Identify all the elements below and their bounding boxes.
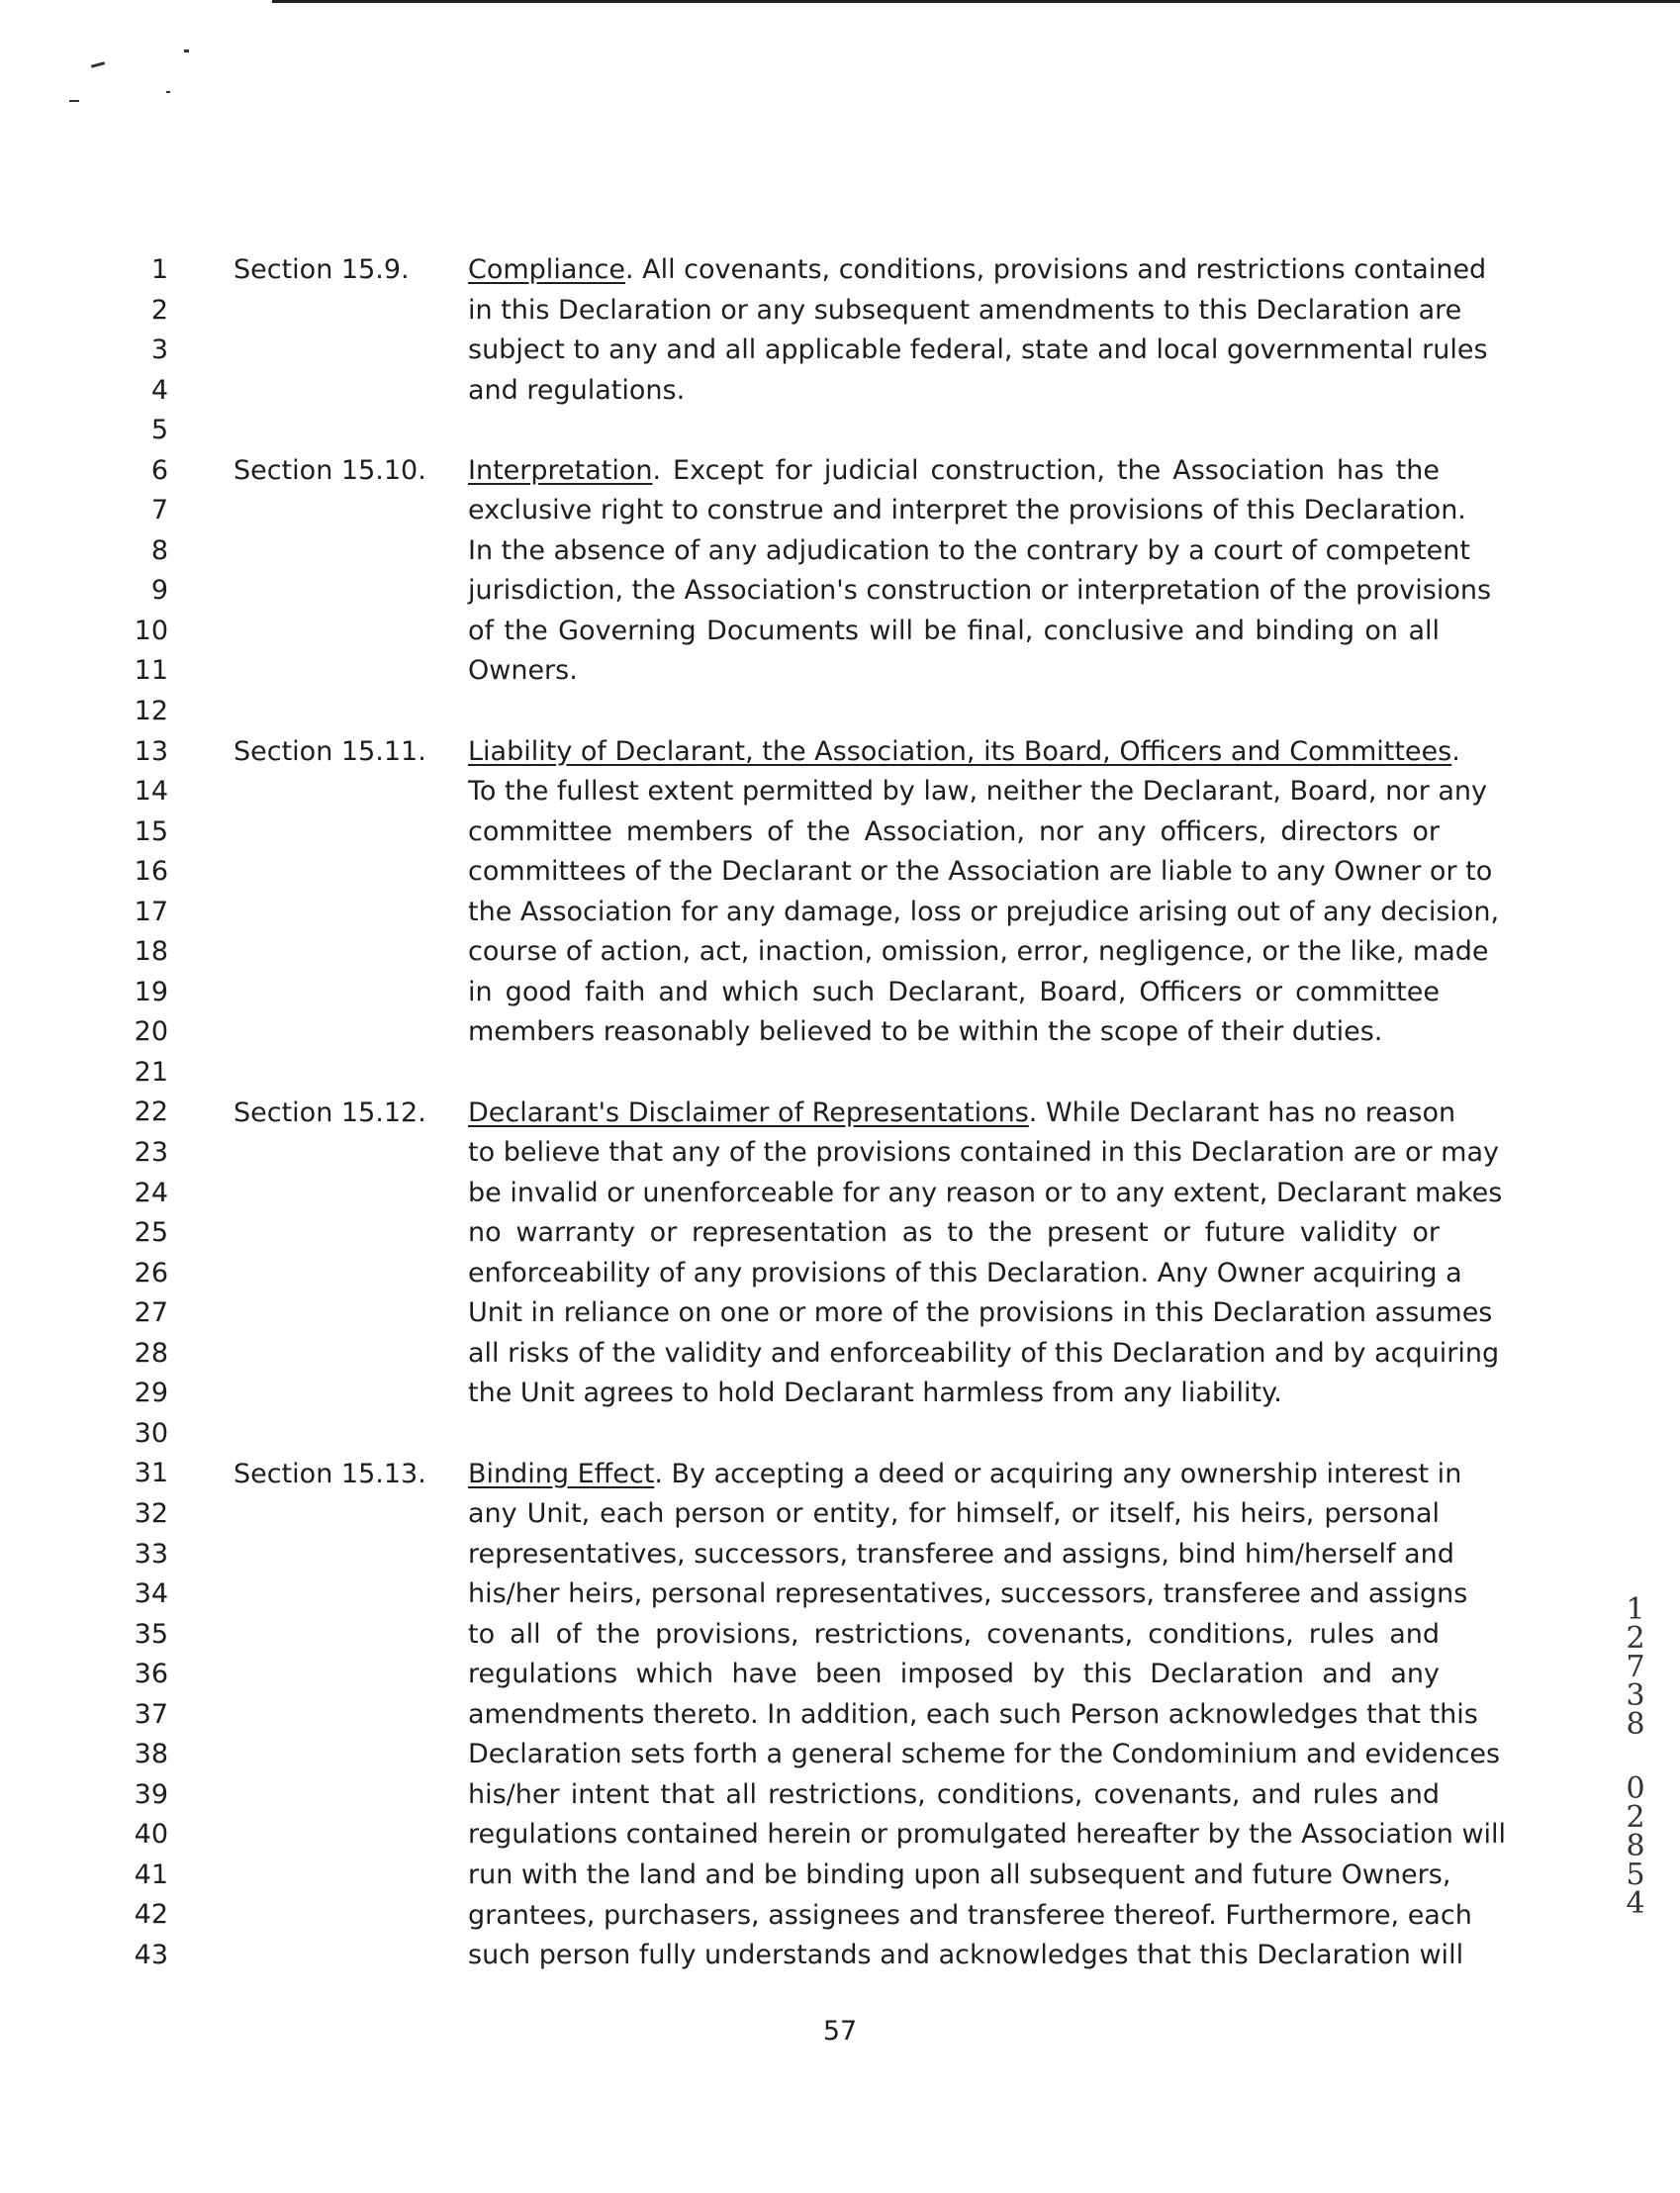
line-number: 42 xyxy=(134,1899,168,1931)
line-number: 31 xyxy=(134,1458,168,1489)
top-rule xyxy=(272,0,1680,3)
line-number: 4 xyxy=(150,374,168,406)
section-heading: Binding Effect xyxy=(468,1458,655,1489)
text-line: such person fully understands and acknowledges that this Declaration will xyxy=(468,1940,1464,1971)
text-line: Declaration sets forth a general scheme for the Condominium and evidences xyxy=(468,1739,1501,1770)
section-heading: Interpretation xyxy=(468,454,653,486)
section-heading: Liability of Declarant, the Association, its Board, Officers and Committees xyxy=(468,735,1452,767)
line-number: 3 xyxy=(150,334,168,366)
line-number: 8 xyxy=(150,534,168,566)
line-number: 16 xyxy=(134,856,168,888)
stamp-digit: 1 xyxy=(1626,1592,1645,1627)
line-number: 1 xyxy=(150,254,168,285)
line-number: 11 xyxy=(134,655,168,687)
line-number: 34 xyxy=(134,1578,168,1610)
line-number: 23 xyxy=(134,1137,168,1169)
section-number: Section 15.11. xyxy=(233,735,426,767)
line-number: 29 xyxy=(134,1378,168,1409)
line-number: 26 xyxy=(134,1257,168,1288)
text-line: members reasonably believed to be within the scope of their duties. xyxy=(468,1016,1383,1048)
section-heading: Declarant's Disclaimer of Representations xyxy=(468,1096,1029,1128)
stamp-digit: 2 xyxy=(1626,1621,1645,1656)
text-line: his/her intent that all restrictions, conditions, covenants, and rules and xyxy=(468,1778,1440,1810)
text-line-content: . All covenants, conditions, provisions and restrictions contained xyxy=(624,254,1487,285)
section-body xyxy=(468,732,1500,1053)
section-number: Section 15.13. xyxy=(233,1458,426,1489)
line-number: 40 xyxy=(134,1819,168,1851)
line-number: 24 xyxy=(134,1177,168,1208)
line-number: 33 xyxy=(134,1538,168,1570)
stamp-gap xyxy=(1618,1739,1653,1774)
line-number: 38 xyxy=(134,1739,168,1770)
text-line-content: . xyxy=(1451,735,1460,767)
stamp-digit: 8 xyxy=(1626,1829,1645,1863)
line-number: 30 xyxy=(134,1417,168,1449)
recording-stamp xyxy=(1618,1592,1653,1921)
line-number: 27 xyxy=(134,1297,168,1329)
section-body xyxy=(468,1094,1503,1414)
line-number: 41 xyxy=(134,1859,168,1890)
line-number: 25 xyxy=(134,1217,168,1249)
section-heading: Compliance xyxy=(468,254,625,285)
text-line-content: . While Declarant has no reason xyxy=(1028,1096,1456,1128)
scan-speck xyxy=(91,61,105,68)
scan-speck xyxy=(69,100,79,102)
text-line: of the Governing Documents will be final, conclusive and binding on all xyxy=(468,615,1440,646)
text-line: jurisdiction, the Association's construction or interpretation of the provisions xyxy=(468,575,1492,607)
text-line: in this Declaration or any subsequent amendments to this Declaration are xyxy=(468,294,1462,326)
text-line: committees of the Declarant or the Association are liable to any Owner or to xyxy=(468,856,1493,888)
line-number: 39 xyxy=(134,1778,168,1810)
line-number: 9 xyxy=(150,575,168,607)
text-line: to all of the provisions, restrictions, covenants, conditions, rules and xyxy=(468,1618,1440,1650)
line-number: 5 xyxy=(150,415,168,446)
page-number: 57 xyxy=(822,2016,858,2047)
text-line: the Association for any damage, loss or prejudice arising out of any decision, xyxy=(468,896,1500,927)
line-number: 2 xyxy=(150,294,168,326)
text-line: committee members of the Association, nor any officers, directors or xyxy=(468,815,1440,847)
line-number: 15 xyxy=(134,815,168,847)
text-line: any Unit, each person or entity, for himself, or itself, his heirs, personal xyxy=(468,1498,1440,1530)
stamp-digit: 5 xyxy=(1626,1858,1645,1892)
text-line: Unit in reliance on one or more of the provisions in this Declaration assumes xyxy=(468,1297,1493,1329)
line-numbers-column xyxy=(109,250,168,1976)
stamp-digit: 8 xyxy=(1626,1707,1645,1742)
stamp-digit: 7 xyxy=(1626,1650,1645,1684)
line-number: 18 xyxy=(134,936,168,968)
scan-speck xyxy=(184,49,189,52)
section-number: Section 15.9. xyxy=(233,254,410,285)
line-number: 35 xyxy=(134,1618,168,1650)
line-number: 17 xyxy=(134,896,168,927)
line-number: 36 xyxy=(134,1659,168,1690)
text-line: In the absence of any adjudication to the contrary by a court of competent xyxy=(468,534,1470,566)
line-number: 37 xyxy=(134,1698,168,1730)
section-body xyxy=(468,1455,1507,1976)
text-line: the Unit agrees to hold Declarant harmless from any liability. xyxy=(468,1378,1282,1409)
text-line: run with the land and be binding upon all subsequent and future Owners, xyxy=(468,1859,1451,1890)
text-line: in good faith and which such Declarant, Board, Officers or committee xyxy=(468,976,1440,1007)
stamp-digit: 3 xyxy=(1626,1678,1645,1713)
line-number: 22 xyxy=(134,1096,168,1128)
section-body xyxy=(468,250,1488,411)
text-line: exclusive right to construe and interpret the provisions of this Declaration. xyxy=(468,495,1466,526)
line-number: 14 xyxy=(134,776,168,808)
text-line: To the fullest extent permitted by law, neither the Declarant, Board, nor any xyxy=(468,776,1488,808)
text-line xyxy=(468,1094,1456,1134)
stamp-digit: 2 xyxy=(1626,1800,1645,1835)
line-number: 19 xyxy=(134,976,168,1007)
scan-speck xyxy=(166,91,170,93)
line-number: 21 xyxy=(134,1056,168,1088)
section-number: Section 15.12. xyxy=(233,1096,426,1128)
text-line: grantees, purchasers, assignees and transferee thereof. Furthermore, each xyxy=(468,1899,1472,1931)
text-line: enforceability of any provisions of this Declaration. Any Owner acquiring a xyxy=(468,1257,1462,1288)
text-line-content: . By accepting a deed or acquiring any ownership interest in xyxy=(654,1458,1462,1489)
text-line: be invalid or unenforceable for any reason or to any extent, Declarant makes xyxy=(468,1177,1503,1208)
text-line: representatives, successors, transferee and assigns, bind him/herself and xyxy=(468,1538,1454,1570)
line-number: 6 xyxy=(150,454,168,486)
section-body xyxy=(468,451,1492,692)
stamp-digit: 4 xyxy=(1626,1886,1645,1921)
text-line: regulations which have been imposed by this Declaration and any xyxy=(468,1659,1440,1690)
text-line: amendments thereto. In addition, each such Person acknowledges that this xyxy=(468,1698,1478,1730)
text-line-content: . Except for judicial construction, the Association has the xyxy=(652,454,1440,486)
text-line xyxy=(468,451,1440,492)
line-number: 20 xyxy=(134,1016,168,1048)
text-line: to believe that any of the provisions contained in this Declaration are or may xyxy=(468,1137,1499,1169)
line-number: 12 xyxy=(134,696,168,727)
text-line xyxy=(468,1455,1462,1495)
text-line: Owners. xyxy=(468,655,578,687)
text-line xyxy=(468,732,1460,773)
line-number: 10 xyxy=(134,615,168,646)
line-number: 13 xyxy=(134,735,168,767)
text-line: and regulations. xyxy=(468,374,686,406)
text-line: regulations contained herein or promulgated hereafter by the Association will xyxy=(468,1819,1507,1851)
text-line: his/her heirs, personal representatives, successors, transferee and assigns xyxy=(468,1578,1468,1610)
text-line xyxy=(468,250,1487,291)
text-line: subject to any and all applicable federal, state and local governmental rules xyxy=(468,334,1488,366)
text-line: course of action, act, inaction, omission, error, negligence, or the like, made xyxy=(468,936,1489,968)
stamp-digit: 0 xyxy=(1626,1771,1645,1806)
line-number: 32 xyxy=(134,1497,168,1529)
line-number: 28 xyxy=(134,1337,168,1369)
text-line: no warranty or representation as to the present or future validity or xyxy=(468,1217,1440,1249)
section-number: Section 15.10. xyxy=(233,454,426,486)
text-line: all risks of the validity and enforceability of this Declaration and by acquiring xyxy=(468,1337,1500,1369)
line-number: 7 xyxy=(150,495,168,526)
line-number: 43 xyxy=(134,1939,168,1970)
